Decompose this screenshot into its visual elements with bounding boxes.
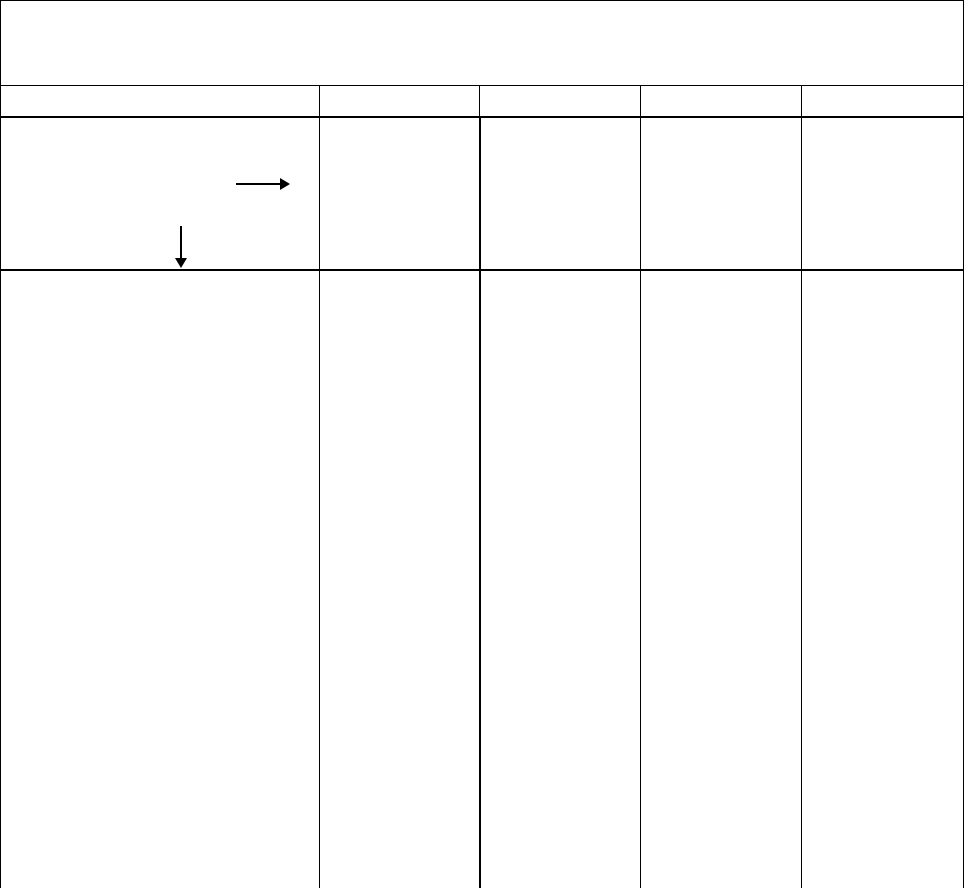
grid-line [0,85,1,888]
grid-line [479,85,480,117]
grid-line [640,85,641,888]
title-row [0,0,964,86]
arrow-right-icon [236,183,288,185]
grid-line [479,117,481,888]
arrow-down-icon [180,226,182,260]
group-header-row [0,85,964,117]
grid-line [319,85,320,888]
grid-line [0,269,964,271]
grid-line [801,85,802,888]
grid-line [0,116,964,118]
